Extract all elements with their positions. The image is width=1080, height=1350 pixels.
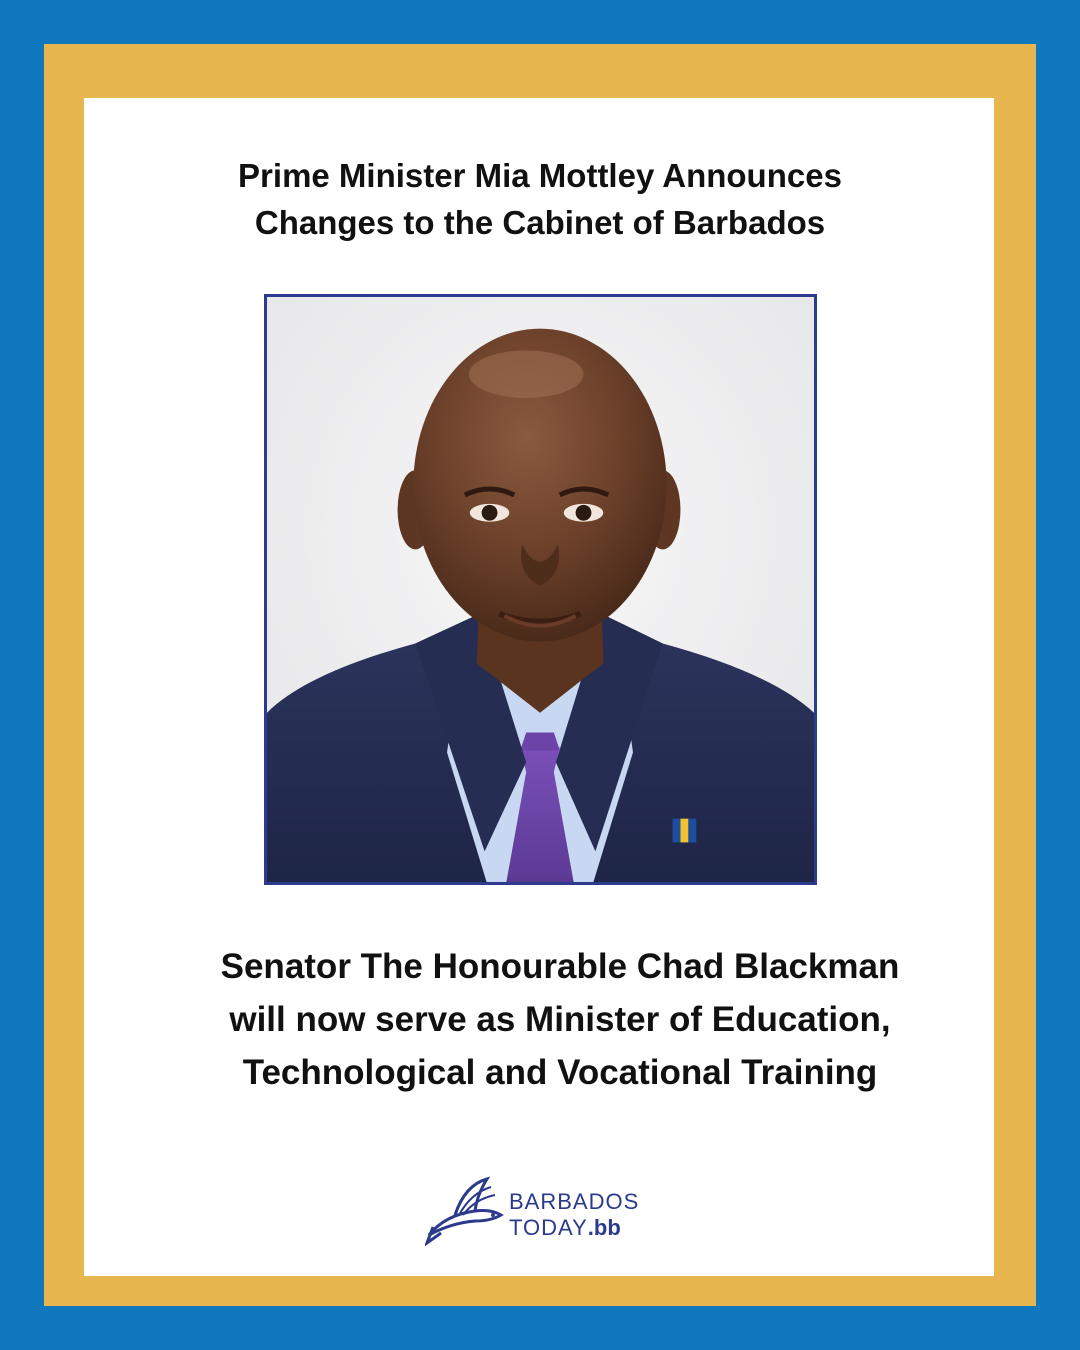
announcement-text — [0, 940, 1080, 1099]
headline-line-1: Prime Minister Mia Mottley Announces — [238, 157, 842, 194]
portrait-illustration — [267, 297, 814, 882]
logo-word-today-text: TODAY — [509, 1215, 588, 1240]
flying-fish-icon — [425, 1175, 507, 1247]
logo-suffix: .bb — [587, 1215, 621, 1240]
logo-word-barbados: BARBADOS — [509, 1189, 640, 1214]
headline — [0, 152, 1080, 246]
logo-word-today — [509, 1215, 621, 1241]
barbados-today-logo — [425, 1175, 665, 1247]
announcement-line-3: Technological and Vocational Training — [242, 1053, 878, 1092]
announcement-line-2: will now serve as Minister of Education, — [229, 1000, 891, 1039]
portrait-photo — [264, 294, 817, 885]
headline-line-2: Changes to the Cabinet of Barbados — [254, 204, 826, 241]
announcement-line-1: Senator The Honourable Chad Blackman — [220, 947, 900, 986]
